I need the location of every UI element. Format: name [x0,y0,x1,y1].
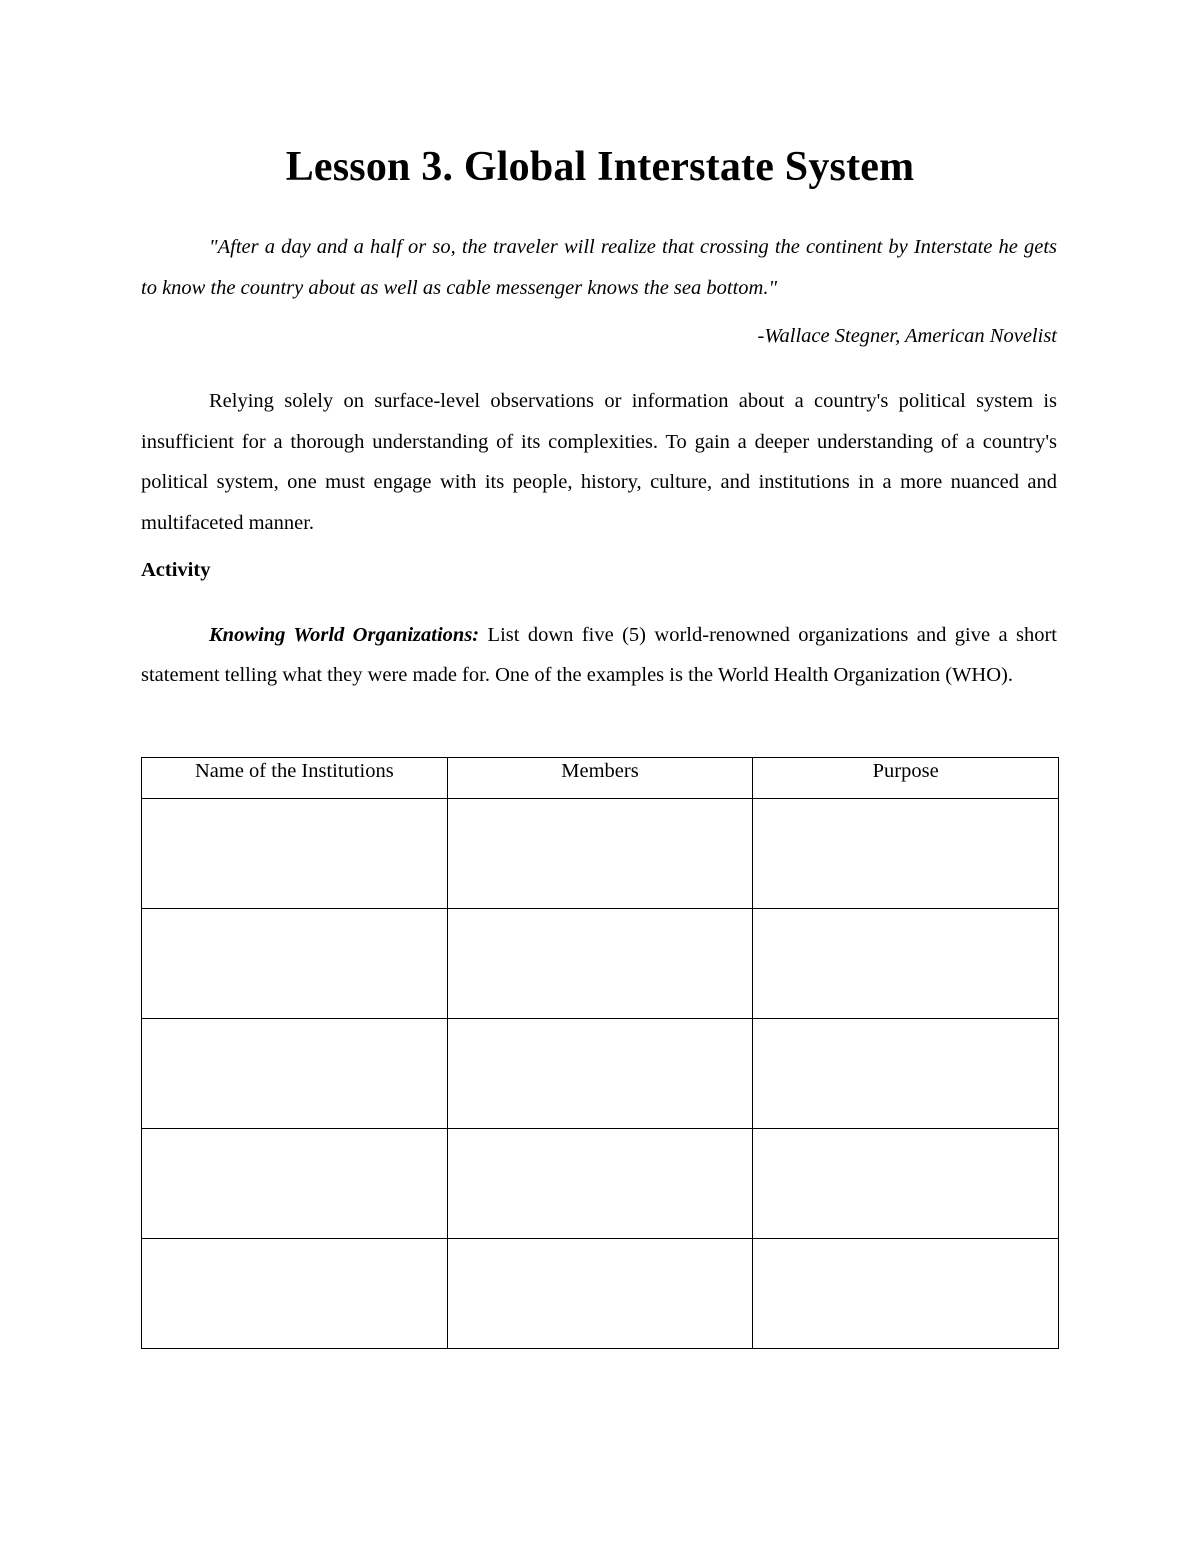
quote-attribution: -Wallace Stegner, American Novelist [757,325,1057,347]
table-row [142,1129,1059,1239]
table-cell[interactable] [447,1129,753,1239]
table-row [142,799,1059,909]
table-cell[interactable] [447,799,753,909]
table-row [142,909,1059,1019]
activity-body: List down five (5) world-renowned organizations and give a short statement telling what they were made for. One of the examples is the World Health Organization (WHO). [141,624,1058,686]
column-header-name: Name of the Institutions [142,758,448,799]
table-cell[interactable] [447,1239,753,1349]
activity-heading: Activity [141,559,211,581]
activity-lead: Knowing World Organizations: [209,624,480,646]
intro-paragraph: Relying solely on surface-level observations or information about a country's political system is insufficient for a thorough understanding of its complexities. To gain a deeper understanding of a country's political system, one must engage with its people, history, culture, and institutions in a more nuanced and multifaceted manner. [141,390,1057,534]
column-header-purpose: Purpose [753,758,1059,799]
table-cell[interactable] [142,1239,448,1349]
table-cell[interactable] [447,1019,753,1129]
table-cell[interactable] [142,799,448,909]
table-header-row [142,758,1059,799]
table-cell[interactable] [447,909,753,1019]
activity-instructions [141,615,1057,695]
organizations-table [141,757,1059,1349]
table-cell[interactable] [142,1019,448,1129]
table-cell[interactable] [142,909,448,1019]
table-cell[interactable] [753,909,1059,1019]
table-cell[interactable] [142,1129,448,1239]
table-row [142,1019,1059,1129]
table-cell[interactable] [753,799,1059,909]
table-cell[interactable] [753,1019,1059,1129]
lesson-title: Lesson 3. Global Interstate System [285,144,915,190]
table-cell[interactable] [753,1239,1059,1349]
table-cell[interactable] [753,1129,1059,1239]
column-header-members: Members [447,758,753,799]
epigraph-quote: "After a day and a half or so, the traveler will realize that crossing the continent by Interstate he gets to know the country about as well as cable messenger knows the sea bottom." [141,236,1057,299]
table-row [142,1239,1059,1349]
